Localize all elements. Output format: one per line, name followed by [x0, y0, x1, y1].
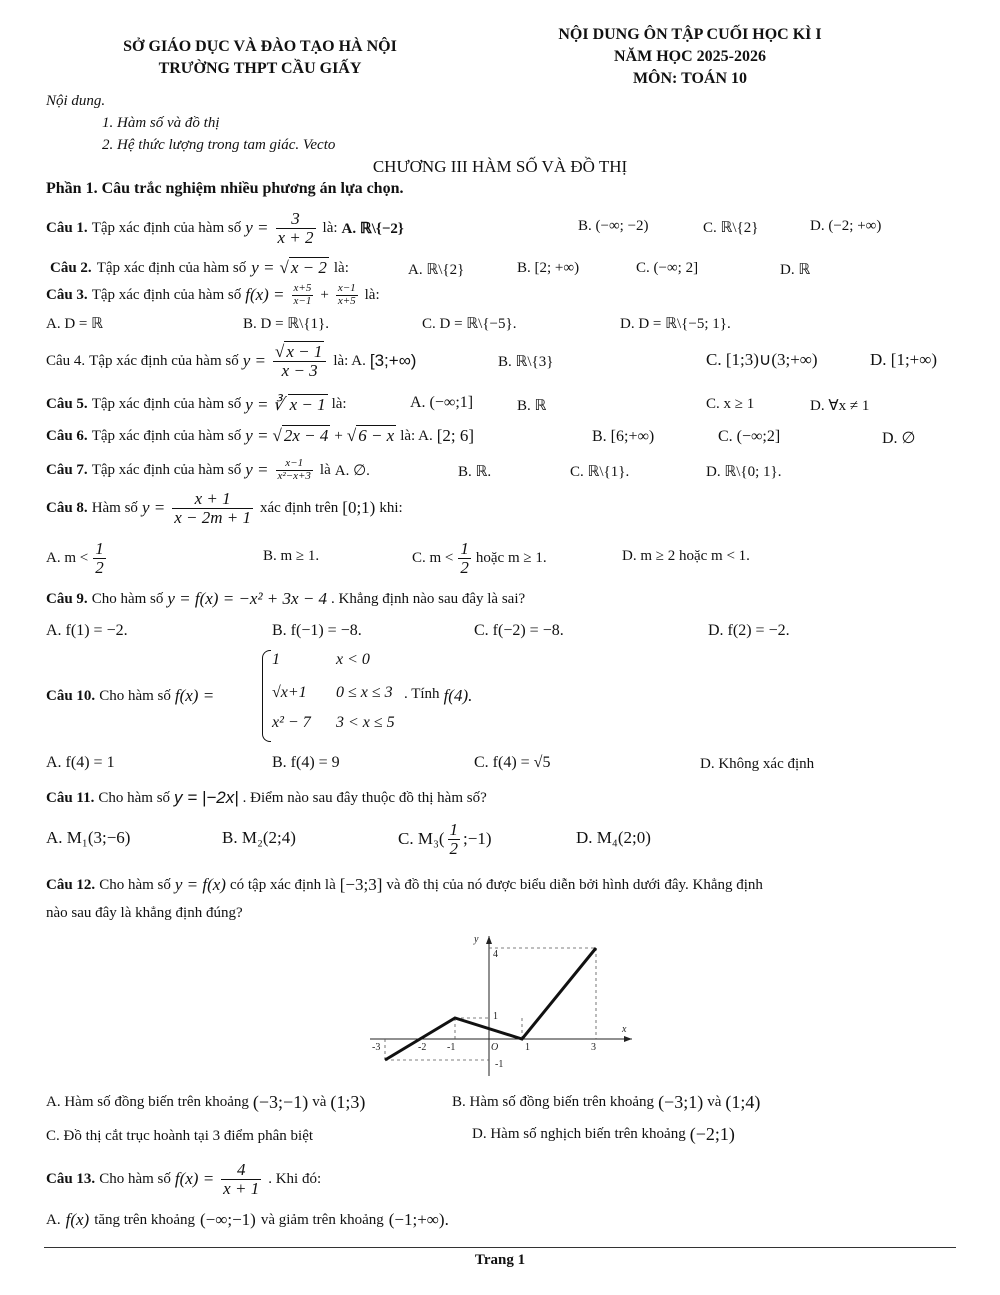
q5-option-c: C. x ≥ 1: [706, 396, 755, 412]
q13-rest: . Khi đó:: [268, 1170, 322, 1187]
q13-option-a-interval-2: (−1;+∞).: [388, 1210, 449, 1229]
q10-text: Cho hàm số: [99, 687, 171, 704]
q11-option-c: [398, 818, 492, 860]
q10-option-b: B. f(4) = 9: [272, 754, 340, 771]
q1-la: là:: [322, 219, 338, 236]
q12-function: y = f(x): [174, 875, 226, 894]
q4-y: y =: [242, 351, 266, 370]
q13-option-a-text1: tăng trên khoảng: [94, 1211, 195, 1228]
q12-option-b-interval-1: (−3;1): [658, 1092, 704, 1112]
question-11: [46, 788, 487, 808]
question-3: [46, 283, 380, 307]
q8-interval: [0;1): [342, 498, 376, 517]
q9-option-c: C. f(−2) = −8.: [474, 622, 564, 639]
q7-den: x²−x+3: [277, 469, 311, 482]
q2-la: là:: [333, 259, 349, 276]
q1-option-d: D. (−2; +∞): [810, 218, 882, 234]
q10-brace: [262, 650, 271, 742]
tick-x-minus1: -1: [447, 1042, 456, 1053]
q8-text: Hàm số: [91, 499, 138, 516]
q2-option-c: C. (−∞; 2]: [636, 260, 699, 276]
q10-option-d: D. Không xác định: [700, 756, 815, 772]
doc-title: NỘI DUNG ÔN TẬP CUỐI HỌC KÌ I: [558, 26, 822, 43]
q13-num: 4: [236, 1159, 246, 1179]
question-8: [46, 485, 403, 531]
q8-option-d: D. m ≥ 2 hoặc m < 1.: [622, 548, 750, 564]
q8-option-c-frac: [458, 540, 471, 577]
q3-fraction-1: [292, 283, 314, 307]
q10-case2-value: √x+1: [272, 684, 307, 701]
q9-text: Cho hàm số: [91, 590, 164, 607]
q1-text: Tập xác định của hàm số: [91, 219, 242, 236]
q12-option-a: [46, 1092, 365, 1113]
content-label: Nội dung.: [46, 93, 106, 109]
q5-la: là:: [331, 396, 347, 412]
q8-option-c-rest: hoặc m ≥ 1.: [475, 549, 547, 566]
q8-c-num: 1: [460, 538, 469, 558]
q4-la: là: A.: [333, 352, 366, 369]
q7-option-c: C. ℝ\{1}.: [570, 464, 630, 480]
q11-rest: . Điểm nào sau đây thuộc đồ thị hàm số?: [242, 789, 487, 806]
origin-label: O: [491, 1042, 499, 1053]
q3-option-d: D. D = ℝ\{−5; 1}.: [620, 316, 731, 332]
q3-option-c: C. D = ℝ\{−5}.: [422, 316, 517, 332]
q12-option-b-interval-2: (1;4): [725, 1092, 761, 1112]
q7-option-b: B. ℝ.: [458, 464, 492, 480]
q12-option-a-text: A. Hàm số đồng biến trên khoảng: [46, 1094, 249, 1110]
q10-case1-value: 1: [272, 651, 280, 668]
school-department: SỞ GIÁO DỤC VÀ ĐÀO TẠO HÀ NỘI: [123, 38, 397, 55]
q5-option-d: D. ∀x ≠ 1: [810, 398, 870, 414]
question-1: [46, 206, 404, 250]
q11-label: Câu 11.: [46, 789, 95, 806]
q13-f: f(x) =: [174, 1169, 215, 1188]
question-13: [46, 1156, 321, 1202]
q3-fraction-2: [336, 283, 358, 307]
q3-f: f(x) =: [245, 285, 285, 305]
q8-option-a-frac: [93, 540, 106, 577]
q10-case2-cond: 0 ≤ x ≤ 3: [336, 684, 393, 701]
q6-option-c: C. (−∞;2]: [718, 428, 781, 445]
q9-option-b: B. f(−1) = −8.: [272, 622, 362, 639]
q9-option-d: D. f(2) = −2.: [708, 622, 790, 639]
q1-label: Câu 1.: [46, 219, 88, 236]
q6-plus: +: [334, 427, 343, 444]
x-axis-label: x: [622, 1024, 627, 1035]
q10-rest-row: [404, 686, 472, 706]
q6-radicand-2: 6 − x: [358, 426, 395, 445]
q12-line2: nào sau đây là khẳng định đúng?: [46, 905, 243, 921]
q4-option-b: B. ℝ\{3}: [498, 354, 554, 370]
q4-label: Câu 4.: [46, 352, 86, 369]
q2-option-d: D. ℝ: [780, 262, 811, 278]
q12-option-d-text: D. Hàm số nghịch biến trên khoảng: [472, 1126, 686, 1142]
q3-label: Câu 3.: [46, 286, 88, 303]
content-item-2: 2. Hệ thức lượng trong tam giác. Vecto: [102, 137, 336, 153]
subject: MÔN: TOÁN 10: [632, 70, 748, 87]
q3-n1: x+5: [293, 282, 312, 294]
q10-f: f(x) =: [174, 686, 215, 705]
q11-option-b: B. M₂(2;4): [222, 828, 296, 847]
q3-d1: x−1: [293, 294, 312, 307]
q6-radicand-1: 2x − 4: [283, 426, 329, 445]
q8-a-num: 1: [95, 538, 104, 558]
q13-den: x + 1: [223, 1178, 260, 1198]
page-number: Trang 1: [474, 1252, 526, 1268]
q9-option-a: A. f(1) = −2.: [46, 622, 128, 639]
q7-option-a: A. ∅.: [334, 462, 370, 479]
q12-option-b-and: và: [707, 1094, 722, 1110]
q11-c-num: 1: [449, 819, 459, 839]
q3-text: Tập xác định của hàm số: [91, 286, 242, 303]
q4-option-c: C. [1;3)∪(3;+∞): [706, 350, 818, 369]
q2-option-b: B. [2; +∞): [517, 260, 580, 276]
question-6: Câu 6. Tập xác định của hàm số y = √ 2x − 4 + √ 6 − x là: A. [2; 6]: [46, 426, 475, 445]
q6-option-a: [2; 6]: [436, 426, 475, 445]
q8-a-den: 2: [95, 557, 104, 577]
q4-fraction: $\frac{√ x - 1}{x - 3}$: [273, 343, 326, 380]
q7-text: Tập xác định của hàm số: [91, 461, 242, 478]
q8-label: Câu 8.: [46, 499, 88, 516]
q13-option-a-f: f(x): [65, 1210, 90, 1229]
q8-option-c-text: C. m <: [412, 549, 454, 566]
tick-x-1: 1: [525, 1042, 530, 1053]
tick-y-4: 4: [493, 949, 498, 960]
q12-graph: [360, 928, 640, 1078]
q2-label: Câu 2.: [50, 259, 92, 276]
q12-rest2: và đồ thị của nó được biểu diễn bởi hình dưới đây. Khẳng định: [386, 876, 763, 893]
q1-fraction: [276, 210, 316, 247]
question-5: [46, 394, 347, 415]
q12-option-b: [452, 1092, 760, 1113]
q5-y: y = ∛: [245, 394, 284, 414]
school-name: TRƯỜNG THPT CẦU GIẤY: [158, 60, 362, 77]
q12-option-a-interval-2: (1;3): [330, 1092, 366, 1112]
q12-rest1: có tập xác định là: [229, 876, 336, 893]
q12-option-a-and: và: [312, 1094, 327, 1110]
q12-interval: [−3;3]: [339, 875, 383, 894]
q3-d2: x+5: [337, 294, 356, 307]
q1-option-c: C. ℝ\{2}: [703, 220, 759, 236]
q7-option-d: D. ℝ\{0; 1}.: [706, 464, 782, 480]
q3-n2: x−1: [337, 282, 356, 294]
q12-label: Câu 12.: [46, 876, 96, 893]
q9-function: y = f(x) = −x² + 3x − 4: [167, 589, 328, 608]
q13-text: Cho hàm số: [99, 1170, 171, 1187]
q8-option-b: B. m ≥ 1.: [263, 548, 320, 564]
q3-la: là:: [364, 286, 380, 303]
q10-case1-cond: x < 0: [336, 651, 370, 668]
q5-option-a: A. (−∞;1]: [410, 394, 474, 411]
q7-y: y =: [245, 460, 269, 480]
q12-option-a-interval-1: (−3;−1): [252, 1092, 309, 1112]
footer-divider: [44, 1247, 956, 1248]
content-item-1: 1. Hàm số và đồ thị: [102, 115, 220, 131]
q2-y: y =: [251, 258, 275, 277]
q13-label: Câu 13.: [46, 1170, 96, 1187]
q3-plus: +: [320, 286, 329, 303]
q12-option-d-interval: (−2;1): [689, 1124, 735, 1144]
q6-option-d: D. ∅: [882, 430, 916, 447]
q1-den: x + 2: [277, 227, 314, 247]
q3-option-b: B. D = ℝ\{1}.: [243, 316, 329, 332]
q5-text: Tập xác định của hàm số: [91, 396, 242, 412]
q8-num: x + 1: [194, 488, 231, 508]
q13-option-a-text2: và giảm trên khoảng: [260, 1211, 384, 1228]
q7-fraction: [276, 458, 313, 482]
q9-label: Câu 9.: [46, 590, 88, 607]
q11-function: y = |−2x|: [174, 788, 239, 807]
q4-option-d: D. [1;+∞): [870, 350, 938, 369]
question-10-label-row: [46, 686, 214, 706]
y-axis-label: y: [474, 934, 479, 945]
question-2: Câu 2. Tập xác định của hàm số y = √ x − 2 là:: [50, 258, 349, 277]
q2-text: Tập xác định của hàm số: [96, 259, 247, 276]
school-year: NĂM HỌC 2025-2026: [614, 48, 766, 65]
q13-fraction: [221, 1161, 261, 1198]
q1-option-b: B. (−∞; −2): [578, 218, 649, 234]
y-axis-arrow: [486, 936, 492, 944]
q13-option-a-label: A.: [46, 1211, 61, 1228]
q1-y: y =: [245, 218, 269, 237]
tick-x-3: 3: [591, 1042, 596, 1053]
q12-option-c: C. Đồ thị cắt trục hoành tại 3 điểm phân biệt: [46, 1128, 314, 1144]
q3-option-a: A. D = ℝ: [46, 316, 104, 332]
q11-text: Cho hàm số: [98, 789, 171, 806]
tick-x-minus2: -2: [418, 1042, 427, 1053]
q12-option-b-text: B. Hàm số đồng biến trên khoảng: [452, 1094, 655, 1110]
q7-label: Câu 7.: [46, 461, 88, 478]
q4-text: Tập xác định của hàm số: [89, 352, 239, 369]
q12-option-d: [472, 1124, 735, 1145]
q12-text: Cho hàm số: [99, 876, 171, 893]
q10-option-a: A. f(4) = 1: [46, 754, 115, 771]
q1-option-a: A. ℝ\{−2}: [341, 220, 404, 237]
q8-fraction: [172, 490, 253, 527]
q7-num: x−1: [285, 457, 304, 469]
tick-x-minus3: -3: [372, 1042, 381, 1053]
q9-rest: . Khẳng định nào sau đây là sai?: [331, 590, 526, 607]
q11-c-den: 2: [449, 838, 459, 858]
q11-option-a: A. M₁(3;−6): [46, 828, 131, 847]
q7-la: là: [319, 461, 331, 478]
q10-label: Câu 10.: [46, 687, 96, 704]
chapter-title: CHƯƠNG III HÀM SỐ VÀ ĐỒ THỊ: [372, 157, 628, 176]
q10-fx: f(4).: [443, 686, 473, 705]
q10-rest: . Tính: [404, 686, 440, 702]
x-axis-arrow: [624, 1036, 632, 1042]
q8-end: khi:: [379, 499, 403, 516]
q8-option-c: [412, 538, 547, 578]
question-9: [46, 589, 525, 609]
q8-rest: xác định trên: [259, 499, 339, 516]
tick-y-minus1: -1: [495, 1059, 504, 1070]
q4-option-a: [3;+∞): [369, 351, 417, 370]
q8-c-den: 2: [460, 557, 469, 577]
q11-option-c-end: ;−1): [463, 829, 492, 848]
q8-option-a-text: A. m <: [46, 549, 89, 566]
q8-den: x − 2m + 1: [174, 507, 251, 527]
q10-case3-value: x² − 7: [272, 714, 311, 731]
q13-option-a-interval-1: (−∞;−1): [200, 1210, 256, 1229]
q5-radicand: x − 1: [289, 395, 326, 414]
q6-y: y =: [245, 426, 269, 445]
q1-num: 3: [291, 208, 300, 228]
q13-option-a: [46, 1210, 449, 1230]
q11-option-d: D. M₄(2;0): [576, 828, 651, 847]
q11-option-c-text: C. M₃(: [398, 829, 445, 848]
q6-text: Tập xác định của hàm số: [91, 427, 242, 444]
q6-la: là: A.: [400, 427, 433, 444]
question-7: [46, 458, 370, 482]
question-12: [46, 875, 763, 895]
q2-radicand: x − 2: [290, 258, 327, 277]
q5-label: Câu 5.: [46, 396, 88, 412]
tick-y-1: 1: [493, 1011, 498, 1022]
q10-case3-cond: 3 < x ≤ 5: [336, 714, 395, 731]
q5-option-b: B. ℝ: [517, 398, 547, 414]
q8-option-a: [46, 538, 109, 578]
q4-den: x − 3: [273, 361, 326, 380]
question-4: [46, 337, 416, 385]
q2-option-a: A. ℝ\{2}: [408, 262, 465, 278]
q6-label: Câu 6.: [46, 427, 88, 444]
q8-y: y =: [141, 498, 166, 517]
part1-title: Phần 1. Câu trắc nghiệm nhiều phương án lựa chọn.: [46, 180, 404, 197]
q11-option-c-frac: [448, 821, 461, 858]
q4-num: x − 1: [286, 341, 323, 361]
q10-option-c: C. f(4) = √5: [474, 754, 551, 771]
q6-option-b: B. [6;+∞): [592, 428, 655, 445]
